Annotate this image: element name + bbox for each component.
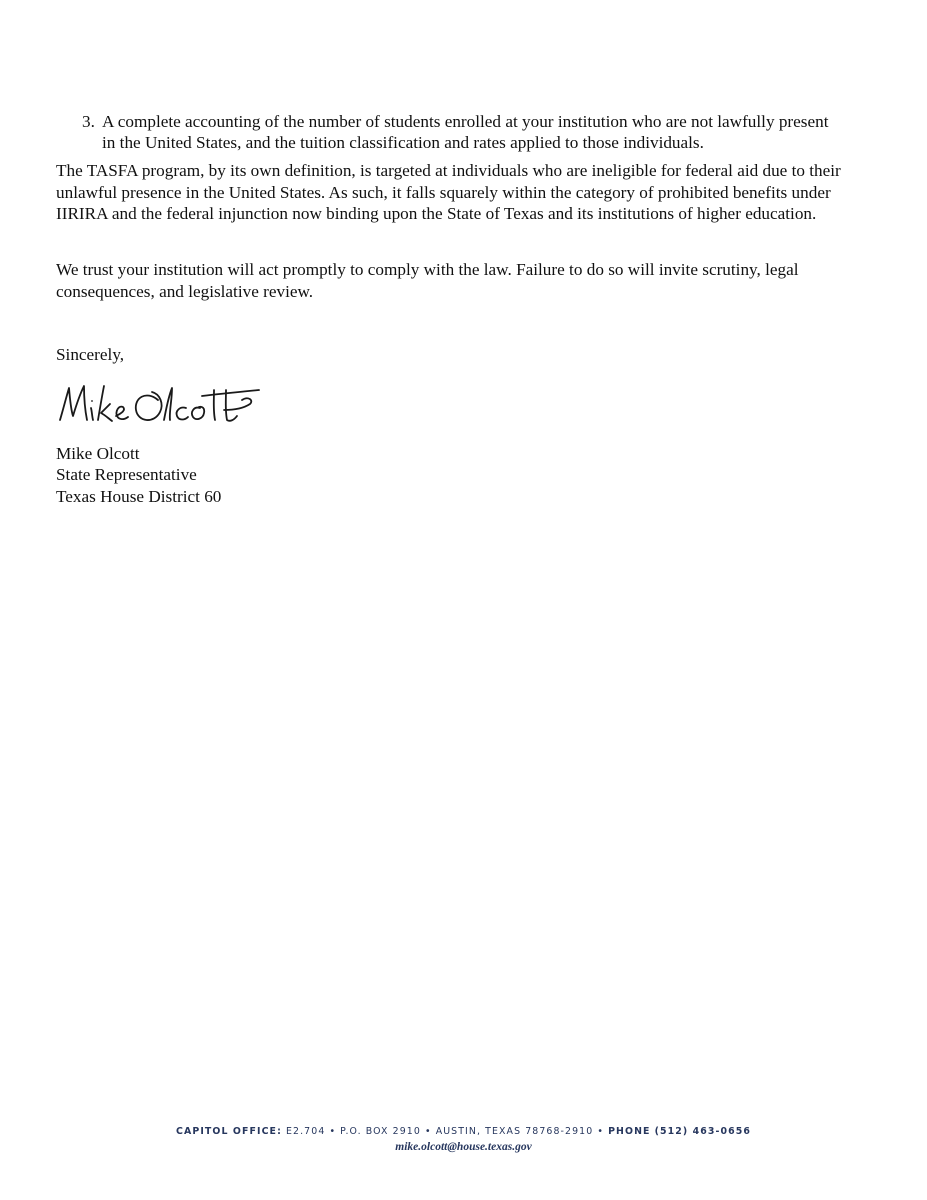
signer-title: State Representative <box>56 465 197 485</box>
paragraph-tasfa: The TASFA program, by its own definition, is targeted at individuals who are ineligible for federal aid due to their unlawful presence in the United States. As such, it falls squarely within the category of prohibited benefits under IIRIRA and the federal injunction now binding upon the State of Texas and its institutions of higher education. <box>56 161 841 223</box>
office-label: CAPITOL OFFICE: <box>176 1126 282 1137</box>
paragraph-compliance: We trust your institution will act promptly to comply with the law. Failure to do so will invite scrutiny, legal consequences, and legislative review. <box>56 260 799 301</box>
office-address: E2.704 • P.O. BOX 2910 • AUSTIN, TEXAS 78768-2910 • <box>286 1126 604 1137</box>
footer-address-line <box>0 1125 927 1139</box>
phone-label: PHONE <box>608 1126 651 1137</box>
signature-image <box>54 380 304 432</box>
list-item-number: 3. <box>82 112 95 131</box>
list-item <box>82 111 842 153</box>
signer-name: Mike Olcott <box>56 444 140 463</box>
signer-district: Texas House District 60 <box>56 486 222 506</box>
signature-block <box>56 443 221 507</box>
closing: Sincerely, <box>56 345 125 364</box>
phone-number: (512) 463-0656 <box>654 1126 751 1137</box>
list-item-text: A complete accounting of the number of students enrolled at your institution who are not lawfully present in the United States, and the tuition classification and rates applied to those individuals. <box>102 112 829 152</box>
footer <box>0 1125 927 1155</box>
footer-email[interactable]: mike.olcott@house.texas.gov <box>395 1141 532 1153</box>
